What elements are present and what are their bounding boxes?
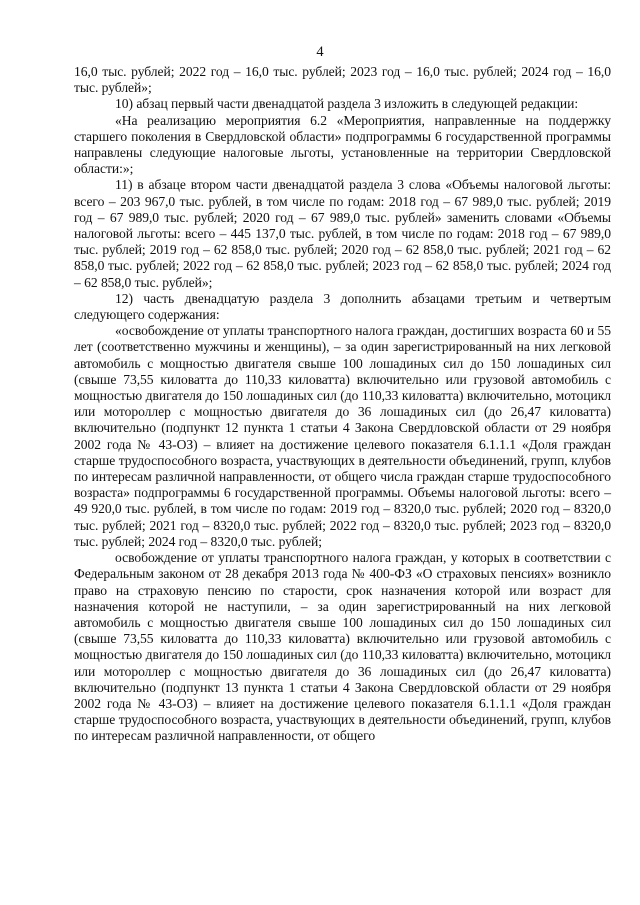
paragraph-item-10: 10) абзац первый части двенадцатой раздела 3 изложить в следующей редакции: [115,96,579,112]
paragraph-quoted-edition: «На реализацию мероприятия 6.2 «Мероприятия, направленные на поддержку старшего поколения в Свердловской области» подпрограммы 6 государственной программы направлены следующие налоговые льготы, установленные на территории Свердловской области:»; [74,112,611,177]
paragraph-continuation: 16,0 тыс. рублей; 2022 год – 16,0 тыс. рублей; 2023 год – 16,0 тыс. рублей; 2024 год – 16,0 тыс. рублей»; [74,64,611,96]
paragraph-exemption-pension: освобождение от уплаты транспортного налога граждан, у которых в соответствии с Федеральным законом от 28 декабря 2013 года № 400-ФЗ «О страховых пенсиях» возникло право на страховую пенсию по старости, срок назначения которой или возраст для назначения которой не наступили, – за один зарегистрированный на них легковой автомобиль с мощностью двигателя свыше 100 лошадиных сил до 150 лошадиных сил (свыше 73,55 киловатта до 110,33 киловатта) включительно или грузовой автомобиль с мощностью двигателя до 150 лошадиных сил (до 110,33 киловатта) включительно, мотоцикл или мотороллер с мощностью двигателя до 36 лошадиных сил (до 26,47 киловатта) включительно (подпункт 13 пункта 1 статьи 4 Закона Свердловской области от 29 ноября 2002 года № 43-ОЗ) – влияет на достижение целевого показателя 6.1.1.1 «Доля граждан старше трудоспособного возраста, участвующих в деятельности объединений, групп, клубов по интересам различной направленности, от общего [74,550,611,744]
paragraph-item-12: 12) часть двенадцатую раздела 3 дополнить абзацами третьим и четвертым следующего содержания: [74,290,611,323]
document-body [74,64,611,745]
paragraph-exemption-age: «освобождение от уплаты транспортного налога граждан, достигших возраста 60 и 55 лет (соответственно мужчины и женщины), – за один зарегистрированный на них легковой автомобиль с мощностью двигателя свыше 100 лошадиных сил до 150 лошадиных сил (свыше 73,55 киловатта до 110,33 киловатта) включительно или грузовой автомобиль с мощностью двигателя до 150 лошадиных сил (до 110,33 киловатта) включительно, мотоцикл или мотороллер с мощностью двигателя до 36 лошадиных сил (до 26,47 киловатта) включительно (подпункт 12 пункта 1 статьи 4 Закона Свердловской области от 29 ноября 2002 года № 43-ОЗ) – влияет на достижение целевого показателя 6.1.1.1 «Доля граждан старше трудоспособного возраста, участвующих в деятельности объединений, групп, клубов по интересам различной направленности, от общего числа граждан старше трудоспособного возраста» подпрограммы 6 государственной программы. Объемы налоговой льготы: всего – 49 920,0 тыс. рублей, в том числе по годам: 2019 год – 8320,0 тыс. рублей; 2020 год – 8320,0 тыс. рублей; 2021 год – 8320,0 тыс. рублей; 2022 год – 8320,0 тыс. рублей; 2023 год – 8320,0 тыс. рублей; 2024 год – 8320,0 тыс. рублей; [74,323,611,549]
page-number: 4 [316,44,324,60]
paragraph-item-11: 11) в абзаце втором части двенадцатой раздела 3 слова «Объемы налоговой льготы: всего – 203 967,0 тыс. рублей, в том числе по годам: 2018 год – 67 989,0 тыс. рублей; 2019 год – 67 989,0 тыс. рублей; 2020 год – 67 989,0 тыс. рублей» заменить словами «Объемы налоговой льготы: всего – 445 137,0 тыс. рублей, в том числе по годам: 2018 год – 67 989,0 тыс. рублей; 2019 год – 62 858,0 тыс. рублей; 2020 год – 62 858,0 тыс. рублей; 2021 год – 62 858,0 тыс. рублей; 2022 год – 62 858,0 тыс. рублей; 2023 год – 62 858,0 тыс. рублей; 2024 год – 62 858,0 тыс. рублей»; [74,177,611,290]
